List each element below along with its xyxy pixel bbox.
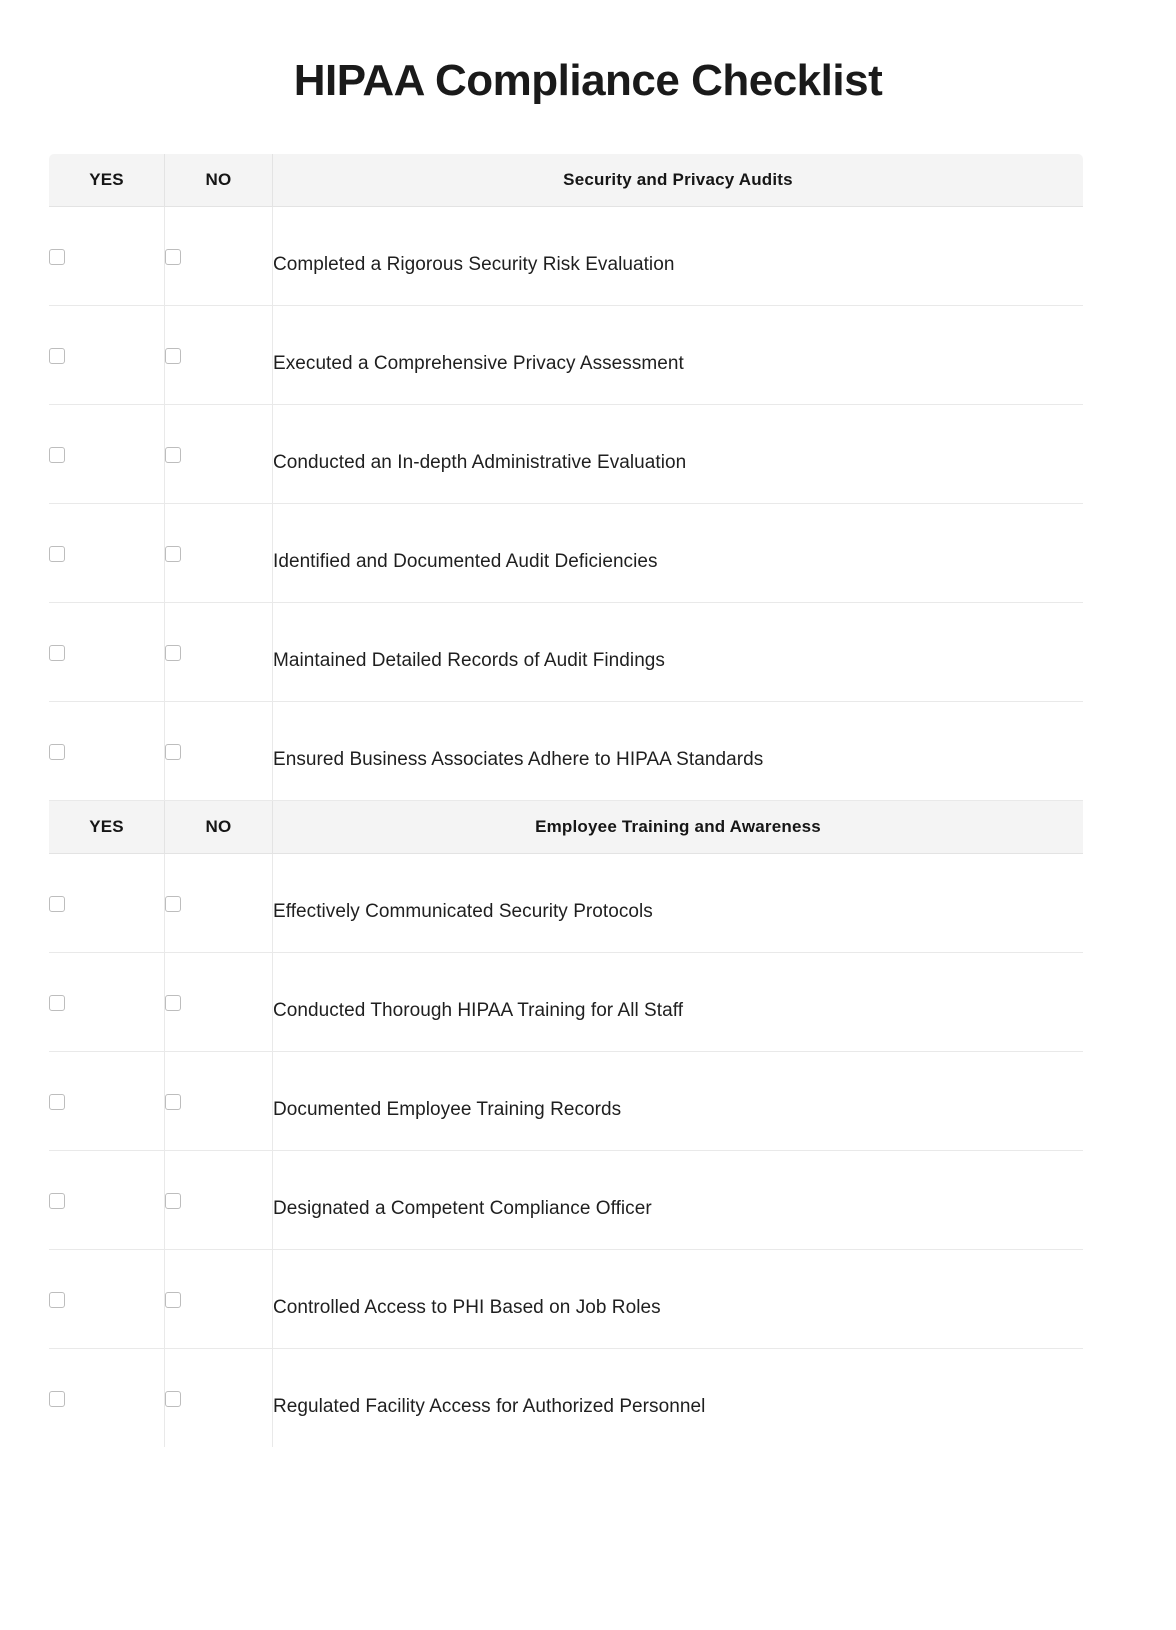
item-cell bbox=[273, 952, 1084, 1051]
checklist-item-label: Identified and Documented Audit Deficiencies bbox=[273, 550, 658, 572]
yes-cell[interactable] bbox=[49, 1150, 165, 1249]
item-cell bbox=[273, 602, 1084, 701]
no-cell[interactable] bbox=[165, 853, 273, 952]
item-cell bbox=[273, 305, 1084, 404]
no-cell[interactable] bbox=[165, 503, 273, 602]
yes-cell[interactable] bbox=[49, 305, 165, 404]
checkbox-no[interactable] bbox=[165, 348, 181, 364]
checkbox-yes[interactable] bbox=[49, 447, 65, 463]
yes-cell[interactable] bbox=[49, 952, 165, 1051]
table-row bbox=[49, 1150, 1084, 1249]
checkbox-yes[interactable] bbox=[49, 645, 65, 661]
checkbox-no[interactable] bbox=[165, 249, 181, 265]
checkbox-no[interactable] bbox=[165, 744, 181, 760]
item-cell bbox=[273, 853, 1084, 952]
item-cell bbox=[273, 404, 1084, 503]
no-cell[interactable] bbox=[165, 305, 273, 404]
checkbox-no[interactable] bbox=[165, 1193, 181, 1209]
table-row bbox=[49, 1249, 1084, 1348]
checkbox-yes[interactable] bbox=[49, 1094, 65, 1110]
item-cell bbox=[273, 503, 1084, 602]
no-cell[interactable] bbox=[165, 1348, 273, 1447]
item-cell bbox=[273, 1051, 1084, 1150]
checkbox-no[interactable] bbox=[165, 995, 181, 1011]
yes-cell[interactable] bbox=[49, 602, 165, 701]
no-cell[interactable] bbox=[165, 952, 273, 1051]
table-row bbox=[49, 853, 1084, 952]
no-cell[interactable] bbox=[165, 1249, 273, 1348]
checkbox-no[interactable] bbox=[165, 546, 181, 562]
checklist-item-label: Designated a Competent Compliance Officer bbox=[273, 1197, 652, 1219]
table-row bbox=[49, 404, 1084, 503]
yes-cell[interactable] bbox=[49, 1348, 165, 1447]
table-row bbox=[49, 305, 1084, 404]
table-row bbox=[49, 206, 1084, 305]
column-header-no: NO bbox=[165, 800, 273, 853]
column-header-yes: YES bbox=[49, 800, 165, 853]
checkbox-yes[interactable] bbox=[49, 348, 65, 364]
checklist-item-label: Controlled Access to PHI Based on Job Roles bbox=[273, 1296, 661, 1318]
checkbox-yes[interactable] bbox=[49, 744, 65, 760]
item-cell bbox=[273, 1150, 1084, 1249]
checklist-item-label: Conducted an In-depth Administrative Evaluation bbox=[273, 451, 687, 473]
no-cell[interactable] bbox=[165, 206, 273, 305]
checkbox-no[interactable] bbox=[165, 447, 181, 463]
page-title: HIPAA Compliance Checklist bbox=[293, 56, 883, 105]
checkbox-no[interactable] bbox=[165, 1094, 181, 1110]
checkbox-no[interactable] bbox=[165, 896, 181, 912]
checkbox-yes[interactable] bbox=[49, 1193, 65, 1209]
checklist-item-label: Executed a Comprehensive Privacy Assessment bbox=[273, 352, 684, 374]
checklist-item-label: Completed a Rigorous Security Risk Evaluation bbox=[273, 253, 675, 275]
column-header-yes: YES bbox=[49, 153, 165, 206]
no-cell[interactable] bbox=[165, 1051, 273, 1150]
checklist-item-label: Ensured Business Associates Adhere to HIPAA Standards bbox=[273, 748, 764, 770]
checkbox-no[interactable] bbox=[165, 1292, 181, 1308]
section-header-row bbox=[49, 153, 1084, 206]
checkbox-no[interactable] bbox=[165, 645, 181, 661]
table-row bbox=[49, 952, 1084, 1051]
yes-cell[interactable] bbox=[49, 853, 165, 952]
table-row bbox=[49, 701, 1084, 800]
checkbox-yes[interactable] bbox=[49, 1292, 65, 1308]
checklist-item-label: Documented Employee Training Records bbox=[273, 1098, 622, 1120]
table-row bbox=[49, 602, 1084, 701]
item-cell bbox=[273, 1249, 1084, 1348]
item-cell bbox=[273, 206, 1084, 305]
no-cell[interactable] bbox=[165, 602, 273, 701]
checklist-item-label: Effectively Communicated Security Protocols bbox=[273, 900, 653, 922]
yes-cell[interactable] bbox=[49, 503, 165, 602]
yes-cell[interactable] bbox=[49, 1051, 165, 1150]
checkbox-yes[interactable] bbox=[49, 1391, 65, 1407]
checklist-table bbox=[48, 153, 1084, 1448]
checkbox-yes[interactable] bbox=[49, 995, 65, 1011]
checkbox-yes[interactable] bbox=[49, 896, 65, 912]
column-header-no: NO bbox=[165, 153, 273, 206]
yes-cell[interactable] bbox=[49, 206, 165, 305]
checkbox-no[interactable] bbox=[165, 1391, 181, 1407]
checklist-item-label: Regulated Facility Access for Authorized Personnel bbox=[273, 1395, 706, 1417]
checkbox-yes[interactable] bbox=[49, 249, 65, 265]
yes-cell[interactable] bbox=[49, 701, 165, 800]
no-cell[interactable] bbox=[165, 1150, 273, 1249]
section-header-row bbox=[49, 800, 1084, 853]
checkbox-yes[interactable] bbox=[49, 546, 65, 562]
no-cell[interactable] bbox=[165, 404, 273, 503]
yes-cell[interactable] bbox=[49, 404, 165, 503]
checklist-body bbox=[49, 153, 1084, 1447]
yes-cell[interactable] bbox=[49, 1249, 165, 1348]
no-cell[interactable] bbox=[165, 701, 273, 800]
table-row bbox=[49, 503, 1084, 602]
table-row bbox=[49, 1348, 1084, 1447]
section-title: Security and Privacy Audits bbox=[273, 153, 1084, 206]
checklist-item-label: Conducted Thorough HIPAA Training for All Staff bbox=[273, 999, 684, 1021]
item-cell bbox=[273, 1348, 1084, 1447]
checklist-item-label: Maintained Detailed Records of Audit Findings bbox=[273, 649, 665, 671]
checklist-container bbox=[48, 153, 1084, 1448]
item-cell bbox=[273, 701, 1084, 800]
table-row bbox=[49, 1051, 1084, 1150]
section-title: Employee Training and Awareness bbox=[273, 800, 1084, 853]
